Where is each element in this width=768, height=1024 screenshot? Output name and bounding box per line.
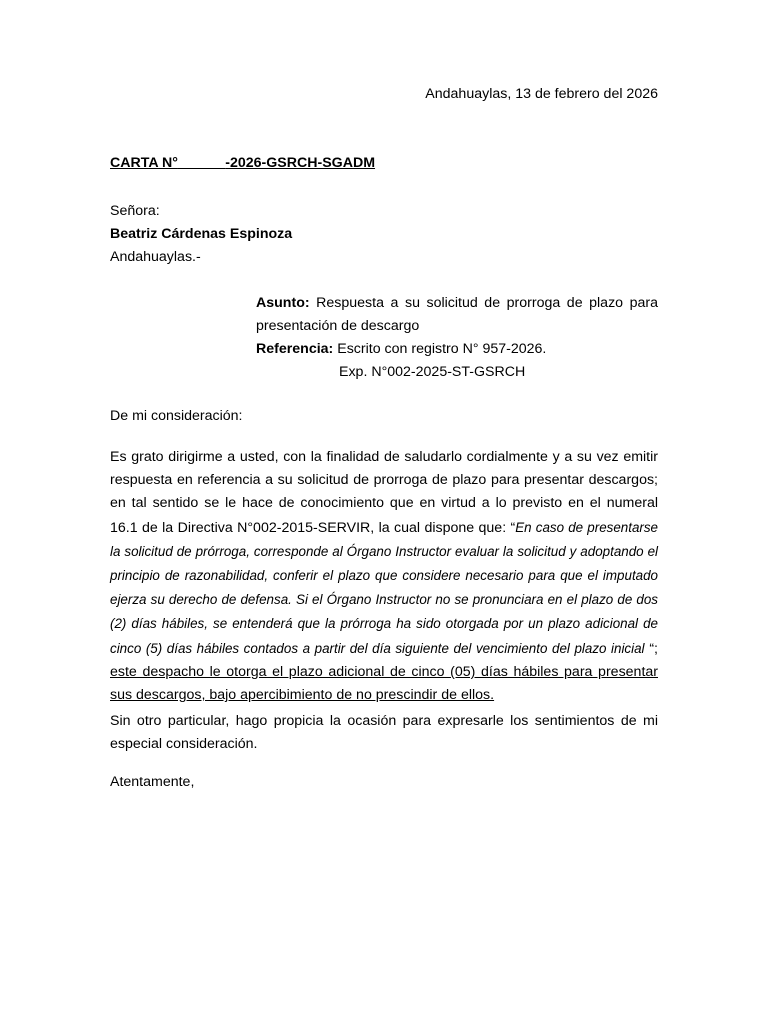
body-paragraph <box>110 446 658 707</box>
subject-line <box>256 292 658 338</box>
date-line: Andahuaylas, 13 de febrero del 2026 <box>425 86 658 102</box>
subject-text: Respuesta a su solicitud de prorroga de plazo para presentación de descargo <box>256 295 658 334</box>
recipient-name: Beatriz Cárdenas Espinoza <box>110 226 293 242</box>
recipient-city: Andahuaylas.- <box>110 249 201 265</box>
salutation: Señora: <box>110 203 160 219</box>
directive-quote: En caso de presentarse la solicitud de prórroga, corresponde al Órgano Instructor evaluar la solicitud y adoptando el principio de razonabilidad, conferir el plazo que considere necesario para que el imputado ejerza su derecho de defensa. Si el Órgano Instructor no se pronunciara en el plazo de dos (2) días hábiles, se entenderá que la prórroga ha sido otorgada por un plazo adicional de cinco (5) días hábiles contados a partir del día siguiente del vencimiento del plazo inicial <box>110 519 658 656</box>
reference-line <box>256 338 546 361</box>
carta-label: CARTA N° <box>110 155 178 171</box>
carta-code: -2026-GSRCH-SGADM <box>225 155 376 171</box>
reference-label: Referencia: <box>256 341 334 357</box>
greeting: De mi consideración: <box>110 408 243 424</box>
quote-close: “; <box>644 640 658 657</box>
file-number: Exp. N°002-2025-ST-GSRCH <box>339 364 526 380</box>
reference-text: Escrito con registro N° 957-2026. <box>337 341 547 357</box>
decision-text: este despacho le otorga el plazo adicional de cinco (05) días hábiles para presentar sus descargos, bajo apercibimiento de no prescindir de ellos. <box>110 663 658 704</box>
letter-number <box>110 154 375 172</box>
subject-label: Asunto: <box>256 295 310 311</box>
recipient-block <box>110 200 292 269</box>
signoff: Atentamente, <box>110 774 195 790</box>
closing-paragraph: Sin otro particular, hago propicia la ocasión para expresarle los sentimientos de mi especial consideración. <box>110 713 658 752</box>
body-intro: Es grato dirigirme a usted, con la finalidad de saludarlo cordialmente y a su vez emitir respuesta en referencia a su solicitud de prorroga de plazo para presentar descargos; en tal sentido se le hace de conocimiento que en virtud a lo previsto en el numeral 16.1 de la Directiva N°002-2015-SERVIR, la cual dispone que: “ <box>110 449 658 536</box>
